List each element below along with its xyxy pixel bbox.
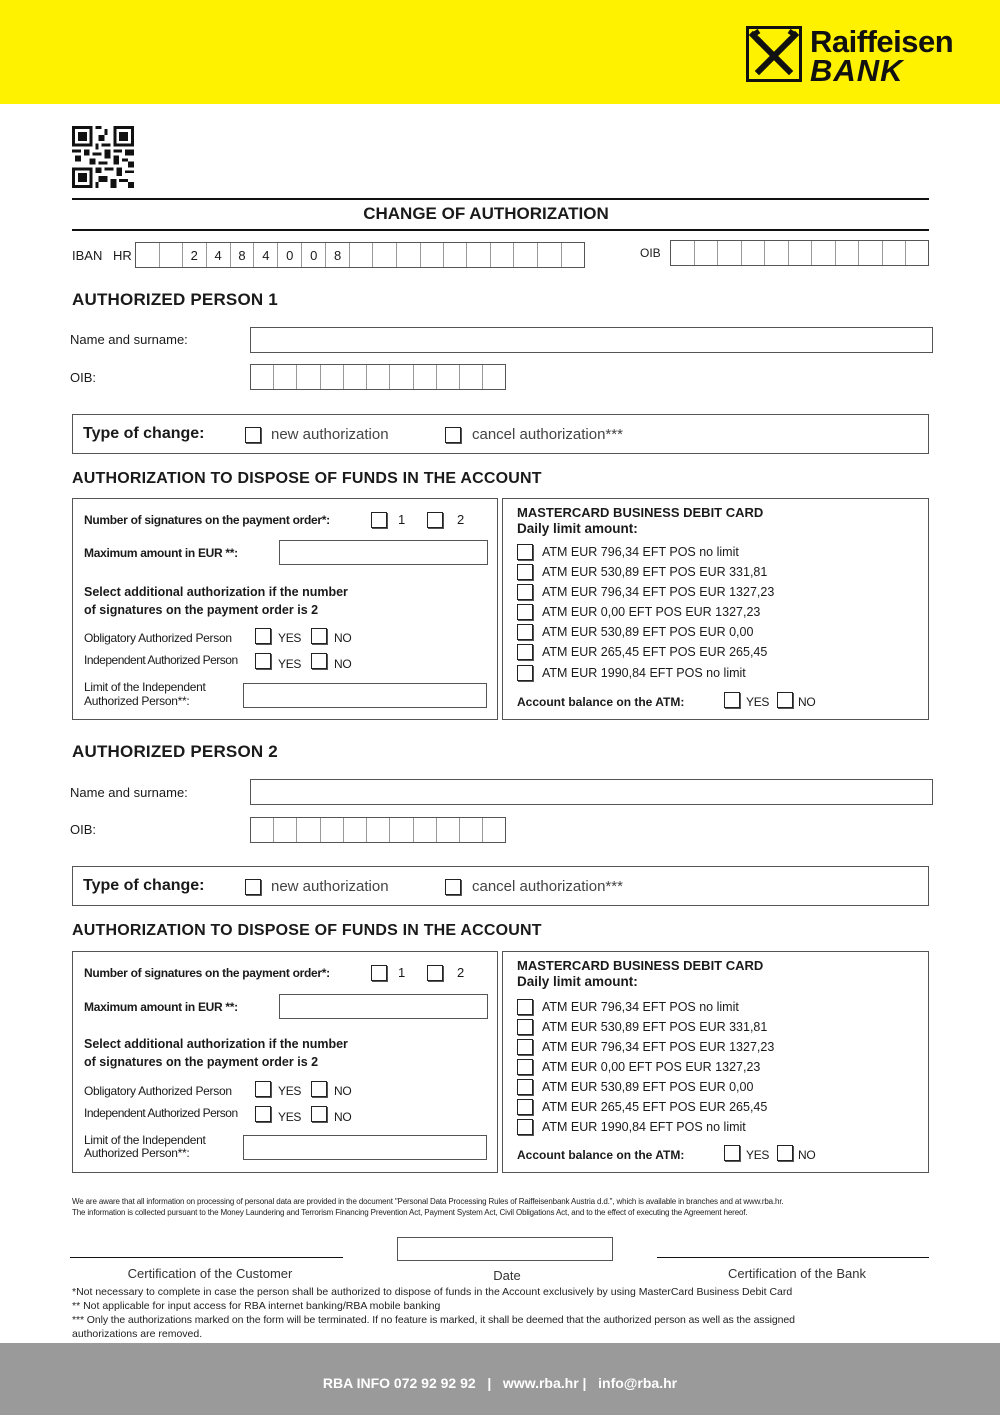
- signatures-2-label: 2: [457, 965, 465, 980]
- max-amount-input[interactable]: [279, 540, 488, 565]
- max-amount-label: Maximum amount in EUR **:: [84, 1000, 238, 1014]
- oib-digit-cell[interactable]: [742, 241, 765, 265]
- oib-digit-cell[interactable]: [765, 241, 789, 265]
- funds-heading: AUTHORIZATION TO DISPOSE OF FUNDS IN THE ACCOUNT: [72, 922, 542, 939]
- max-amount-input[interactable]: [279, 994, 488, 1019]
- atm-option-checkbox[interactable]: [517, 1079, 533, 1095]
- iban-digit[interactable]: [421, 243, 444, 267]
- footer-email-link[interactable]: info@rba.hr: [598, 1375, 678, 1391]
- new-authorization-checkbox[interactable]: [245, 879, 261, 895]
- iban-digit[interactable]: [350, 243, 373, 267]
- signatures-1-checkbox[interactable]: [371, 965, 387, 981]
- iban-digit[interactable]: 8: [231, 243, 255, 267]
- atm-option-label: ATM EUR 796,34 EFT POS no limit: [542, 545, 739, 559]
- oib-digit-cell[interactable]: [344, 365, 367, 389]
- oib-digit-cell[interactable]: [789, 241, 812, 265]
- new-authorization-checkbox[interactable]: [245, 427, 261, 443]
- logo-text-bank: BANK: [810, 53, 904, 88]
- signatures-2-checkbox[interactable]: [427, 512, 443, 528]
- atm-option-label: ATM EUR 0,00 EFT POS EUR 1327,23: [542, 1060, 761, 1074]
- independent-no-checkbox[interactable]: [311, 1106, 327, 1122]
- iban-digit[interactable]: [444, 243, 468, 267]
- iban-digit[interactable]: [136, 243, 160, 267]
- atm-option-checkbox[interactable]: [517, 544, 533, 560]
- iban-digit[interactable]: [373, 243, 397, 267]
- obligatory-yes-label: YES: [278, 631, 302, 645]
- signatures-panel: [72, 498, 498, 720]
- footer-separator: |: [582, 1375, 587, 1391]
- iban-digit[interactable]: [538, 243, 562, 267]
- oib-digit-cell[interactable]: [344, 818, 367, 842]
- obligatory-no-label: NO: [334, 631, 352, 645]
- oib-digit-cell[interactable]: [483, 818, 503, 842]
- atm-option-checkbox[interactable]: [517, 1059, 533, 1075]
- oib-digit-cell[interactable]: [251, 365, 274, 389]
- balance-label: Account balance on the ATM:: [517, 1148, 685, 1162]
- atm-option-checkbox[interactable]: [517, 584, 533, 600]
- obligatory-yes-checkbox[interactable]: [255, 628, 271, 644]
- independent-no-label: NO: [334, 657, 352, 671]
- new-authorization-label: new authorization: [271, 878, 389, 895]
- new-authorization-label: new authorization: [271, 426, 389, 443]
- title-bottom-rule: [72, 229, 929, 231]
- iban-country-code: HR: [113, 248, 132, 263]
- atm-option-label: ATM EUR 796,34 EFT POS no limit: [542, 1000, 739, 1014]
- card-subtitle: Daily limit amount:: [517, 974, 638, 989]
- signatures-2-checkbox[interactable]: [427, 965, 443, 981]
- cancel-authorization-label: cancel authorization***: [472, 878, 623, 895]
- iban-digit[interactable]: [562, 243, 584, 267]
- balance-yes-checkbox[interactable]: [724, 692, 740, 708]
- card-title: MASTERCARD BUSINESS DEBIT CARD: [517, 505, 764, 520]
- atm-option-checkbox[interactable]: [517, 644, 533, 660]
- atm-option-checkbox[interactable]: [517, 1119, 533, 1135]
- signatures-label: Number of signatures on the payment order*:: [84, 513, 330, 527]
- bank-certification-label: Certification of the Bank: [727, 1266, 867, 1281]
- date-label: Date: [493, 1268, 521, 1283]
- oib-digit-cell[interactable]: [883, 241, 906, 265]
- atm-option-label: ATM EUR 530,89 EFT POS EUR 331,81: [542, 1020, 768, 1034]
- atm-option-label: ATM EUR 530,89 EFT POS EUR 331,81: [542, 565, 768, 579]
- name-label: Name and surname:: [70, 332, 188, 347]
- footer-bar: [0, 1343, 1000, 1415]
- footnote-3: *** Only the authorizations marked on the form will be terminated. If no feature is marked, it shall be deemed that the authorized person as well as the assigned: [72, 1314, 795, 1326]
- atm-option-checkbox[interactable]: [517, 1039, 533, 1055]
- independent-label: Independent Authorized Person: [84, 653, 238, 667]
- footer-contacts: [0, 1375, 1000, 1391]
- atm-option-label: ATM EUR 530,89 EFT POS EUR 0,00: [542, 625, 754, 639]
- balance-no-label: NO: [798, 695, 816, 709]
- atm-option-checkbox[interactable]: [517, 1099, 533, 1115]
- signatures-panel: [72, 951, 498, 1173]
- balance-no-checkbox[interactable]: [777, 1145, 793, 1161]
- page-title: CHANGE OF AUTHORIZATION: [363, 204, 609, 223]
- name-input[interactable]: [250, 327, 933, 353]
- signatures-1-checkbox[interactable]: [371, 512, 387, 528]
- disclaimer-line-1: We are aware that all information on processing of personal data are provided in the document "Personal Data Processing Rules of Raiffeisenbank Austria d.d.", which is available in branches and at www.rba.hr.: [72, 1197, 784, 1206]
- independent-label: Independent Authorized Person: [84, 1106, 238, 1120]
- oib-digit-cell[interactable]: [906, 241, 928, 265]
- iban-digit[interactable]: 4: [207, 243, 231, 267]
- disclaimer-line-2: The information is collected pursuant to the Money Laundering and Terrorism Financing Prevention Act, Payment System Act, Civil Obligations Act, and to the effect of executing the Agreement hereof.: [72, 1208, 748, 1217]
- atm-option-checkbox[interactable]: [517, 564, 533, 580]
- name-input[interactable]: [250, 779, 933, 805]
- footnote-3-cont: authorizations are removed.: [72, 1328, 203, 1340]
- oib-digit-cell[interactable]: [437, 818, 460, 842]
- oib-digit-cell[interactable]: [812, 241, 836, 265]
- oib-digit-cell[interactable]: [297, 818, 321, 842]
- iban-digit[interactable]: [160, 243, 183, 267]
- atm-option-label: ATM EUR 0,00 EFT POS EUR 1327,23: [542, 605, 761, 619]
- bank-signature-line[interactable]: [657, 1257, 929, 1258]
- iban-digit[interactable]: 8: [326, 243, 350, 267]
- obligatory-no-checkbox[interactable]: [311, 628, 327, 644]
- debit-card-panel: [502, 951, 929, 1173]
- balance-label: Account balance on the ATM:: [517, 695, 685, 709]
- oib-digit-cell[interactable]: [483, 365, 503, 389]
- oib-digit-cell[interactable]: [671, 241, 695, 265]
- atm-option-checkbox[interactable]: [517, 999, 533, 1015]
- limit-input[interactable]: [243, 1135, 487, 1160]
- card-title: MASTERCARD BUSINESS DEBIT CARD: [517, 958, 764, 973]
- iban-digit[interactable]: 2: [183, 243, 207, 267]
- limit-input[interactable]: [243, 683, 487, 708]
- obligatory-yes-label: YES: [278, 1084, 302, 1098]
- iban-digit[interactable]: [397, 243, 421, 267]
- oib-digit-cell[interactable]: [460, 365, 483, 389]
- atm-option-label: ATM EUR 530,89 EFT POS EUR 0,00: [542, 1080, 754, 1094]
- oib-digit-cell[interactable]: [274, 365, 297, 389]
- atm-option-label: ATM EUR 796,34 EFT POS EUR 1327,23: [542, 585, 775, 599]
- iban-digit[interactable]: 0: [278, 243, 302, 267]
- oib-digit-cell[interactable]: [836, 241, 859, 265]
- oib-digit-cell[interactable]: [390, 818, 414, 842]
- balance-yes-label: YES: [746, 1148, 770, 1162]
- independent-no-checkbox[interactable]: [311, 653, 327, 669]
- oib-digit-cell[interactable]: [297, 365, 321, 389]
- oib-digit-cell[interactable]: [414, 818, 437, 842]
- oib-digit-cell[interactable]: [251, 818, 274, 842]
- debit-card-panel: [502, 498, 929, 720]
- oib-label: OIB:: [70, 822, 97, 837]
- footer-separator: |: [487, 1375, 492, 1391]
- atm-option-checkbox[interactable]: [517, 624, 533, 640]
- card-subtitle: Daily limit amount:: [517, 521, 638, 536]
- cancel-authorization-checkbox[interactable]: [445, 879, 461, 895]
- oib-digit-cell[interactable]: [321, 365, 344, 389]
- independent-yes-checkbox[interactable]: [255, 1106, 271, 1122]
- oib-digit-cell[interactable]: [390, 365, 414, 389]
- type-of-change-box: [72, 866, 929, 906]
- balance-no-checkbox[interactable]: [777, 692, 793, 708]
- oib-label: OIB:: [70, 370, 97, 385]
- oib-digit-cell[interactable]: [460, 818, 483, 842]
- atm-option-label: ATM EUR 796,34 EFT POS EUR 1327,23: [542, 1040, 775, 1054]
- raiffeisen-gable-cross-icon: [746, 26, 802, 82]
- iban-digit[interactable]: 0: [302, 243, 326, 267]
- limit-label-line2: Authorized Person**:: [84, 1146, 190, 1160]
- type-of-change-label: Type of change:: [83, 425, 205, 442]
- limit-label-line1: Limit of the Independent: [84, 680, 206, 694]
- authorized-person-1-heading: AUTHORIZED PERSON 1: [72, 290, 278, 309]
- atm-option-checkbox[interactable]: [517, 665, 533, 681]
- customer-certification-label: Certification of the Customer: [127, 1266, 293, 1281]
- title-top-rule: [72, 198, 929, 200]
- balance-yes-label: YES: [746, 695, 770, 709]
- iban-digit[interactable]: [467, 243, 491, 267]
- obligatory-no-label: NO: [334, 1084, 352, 1098]
- oib-digit-cell[interactable]: [437, 365, 460, 389]
- iban-input[interactable]: [135, 242, 585, 268]
- name-label: Name and surname:: [70, 785, 188, 800]
- footnote-1: *Not necessary to complete in case the person shall be authorized to dispose of funds in the Account exclusively by using MasterCard Business Debit Card: [72, 1286, 793, 1298]
- logo-text-raiffeisen: Raiffeisen: [810, 24, 954, 59]
- atm-option-label: ATM EUR 265,45 EFT POS EUR 265,45: [542, 645, 768, 659]
- atm-option-label: ATM EUR 1990,84 EFT POS no limit: [542, 666, 746, 680]
- footer-website-link[interactable]: www.rba.hr: [502, 1375, 579, 1391]
- limit-label-line2: Authorized Person**:: [84, 694, 190, 708]
- iban-label: IBAN: [72, 248, 103, 263]
- balance-no-label: NO: [798, 1148, 816, 1162]
- obligatory-label: Obligatory Authorized Person: [84, 631, 232, 645]
- obligatory-yes-checkbox[interactable]: [255, 1081, 271, 1097]
- obligatory-label: Obligatory Authorized Person: [84, 1084, 232, 1098]
- max-amount-label: Maximum amount in EUR **:: [84, 546, 238, 560]
- oib-input[interactable]: [250, 817, 506, 843]
- additional-auth-line2: of signatures on the payment order is 2: [84, 1055, 319, 1069]
- independent-yes-label: YES: [278, 657, 302, 671]
- iban-digit[interactable]: [514, 243, 538, 267]
- oib-top-label: OIB: [640, 246, 661, 260]
- atm-option-checkbox[interactable]: [517, 604, 533, 620]
- atm-option-checkbox[interactable]: [517, 1019, 533, 1035]
- footnotes: [72, 1285, 932, 1341]
- oib-input[interactable]: [250, 364, 506, 390]
- signatures-2-label: 2: [457, 512, 465, 527]
- oib-top-input[interactable]: [670, 240, 929, 266]
- cancel-authorization-label: cancel authorization***: [472, 426, 623, 443]
- data-disclaimer: [72, 1196, 932, 1218]
- type-of-change-label: Type of change:: [83, 877, 205, 894]
- oib-digit-cell[interactable]: [367, 365, 390, 389]
- balance-yes-checkbox[interactable]: [724, 1145, 740, 1161]
- independent-yes-label: YES: [278, 1110, 302, 1124]
- oib-digit-cell[interactable]: [859, 241, 883, 265]
- oib-digit-cell[interactable]: [414, 365, 437, 389]
- additional-auth-line1: Select additional authorization if the number: [84, 585, 348, 599]
- footnote-2: ** Not applicable for input access for RBA internet banking/RBA mobile banking: [72, 1300, 441, 1312]
- cancel-authorization-checkbox[interactable]: [445, 427, 461, 443]
- qr-code: [72, 126, 134, 188]
- funds-heading: AUTHORIZATION TO DISPOSE OF FUNDS IN THE ACCOUNT: [72, 470, 542, 487]
- signatures-1-label: 1: [398, 965, 406, 980]
- independent-no-label: NO: [334, 1110, 352, 1124]
- iban-digit[interactable]: [491, 243, 514, 267]
- type-of-change-box: [72, 414, 929, 454]
- iban-digit[interactable]: 4: [254, 243, 278, 267]
- oib-digit-cell[interactable]: [321, 818, 344, 842]
- footer-info-phone: RBA INFO 072 92 92 92: [322, 1375, 476, 1391]
- additional-auth-line2: of signatures on the payment order is 2: [84, 603, 319, 617]
- oib-digit-cell[interactable]: [367, 818, 390, 842]
- additional-auth-line1: Select additional authorization if the number: [84, 1037, 348, 1051]
- oib-digit-cell[interactable]: [274, 818, 297, 842]
- oib-digit-cell[interactable]: [695, 241, 718, 265]
- signatures-label: Number of signatures on the payment order*:: [84, 966, 330, 980]
- atm-option-label: ATM EUR 1990,84 EFT POS no limit: [542, 1120, 746, 1134]
- atm-option-label: ATM EUR 265,45 EFT POS EUR 265,45: [542, 1100, 768, 1114]
- customer-signature-line[interactable]: [70, 1257, 343, 1258]
- date-input[interactable]: [397, 1237, 613, 1261]
- signatures-1-label: 1: [398, 512, 406, 527]
- independent-yes-checkbox[interactable]: [255, 653, 271, 669]
- oib-digit-cell[interactable]: [718, 241, 742, 265]
- limit-label-line1: Limit of the Independent: [84, 1133, 206, 1147]
- obligatory-no-checkbox[interactable]: [311, 1081, 327, 1097]
- authorized-person-2-heading: AUTHORIZED PERSON 2: [72, 742, 278, 761]
